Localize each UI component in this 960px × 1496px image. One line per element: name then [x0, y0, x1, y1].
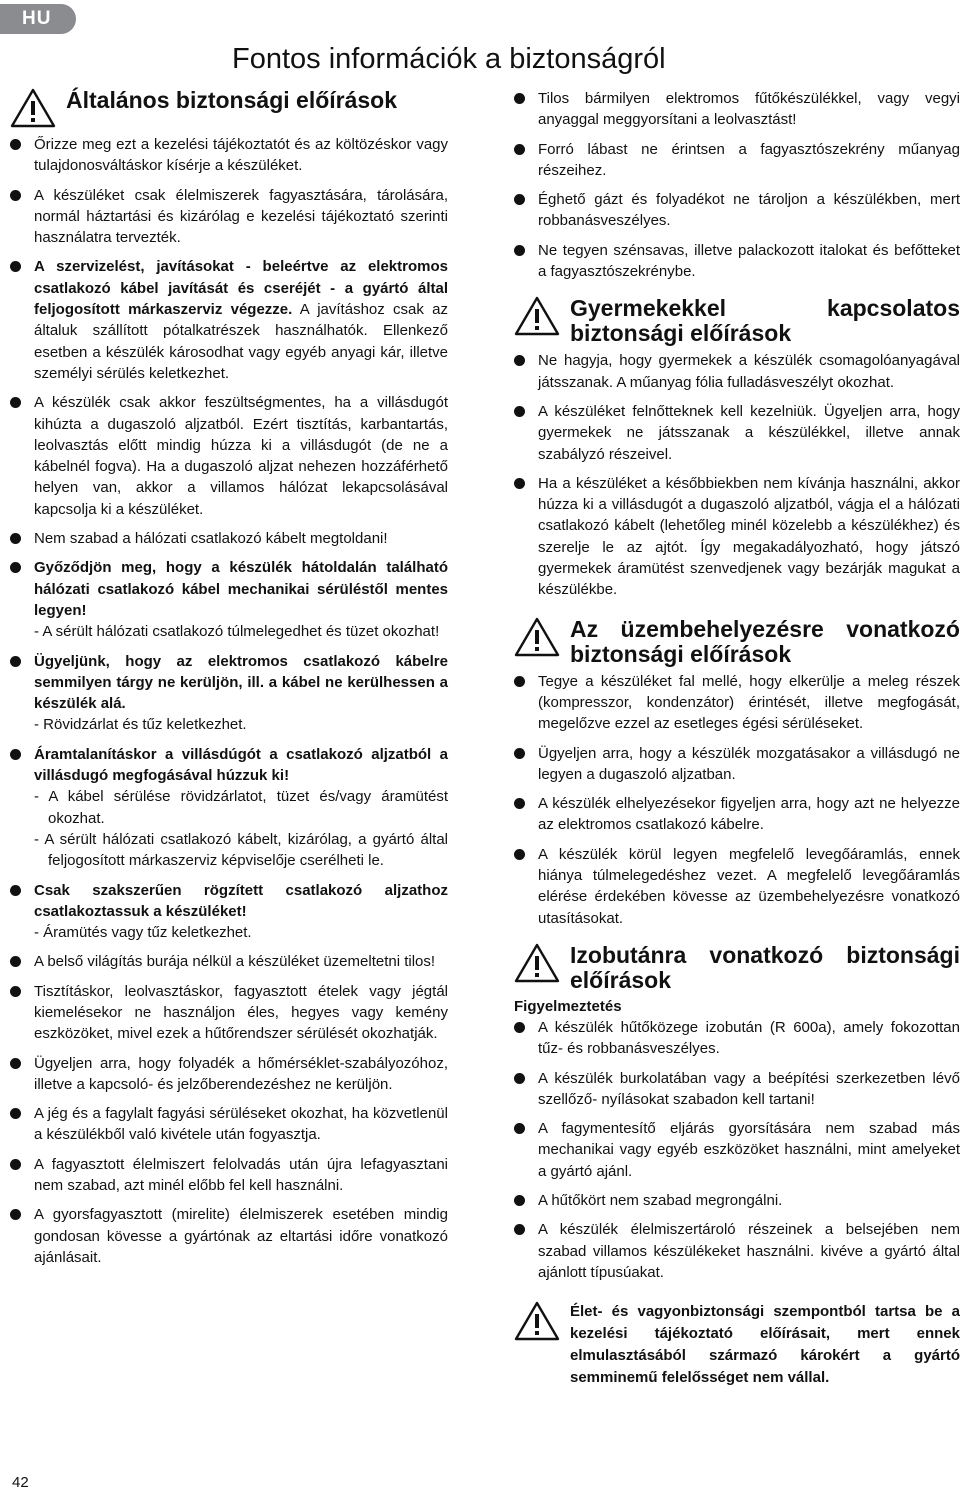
list-item: Tilos bármilyen elektromos fűtőkészülékkel, vagy vegyi anyaggal meggyorsítani a leolvasztást! [514, 88, 960, 131]
item-consequence: - A kábel sérülése rövidzárlatot, tüzet és/vagy áramütést okozhat. [34, 788, 448, 827]
page-number: 42 [12, 1474, 29, 1491]
left-column [10, 88, 448, 1276]
item-consequence: - Áramütés vagy tűz keletkezhet. [34, 924, 252, 942]
general-section-header [10, 88, 448, 130]
warning-triangle-icon [10, 88, 58, 130]
list-item: A készülék körül legyen megfelelő levegőáramlás, ennek hiánya túlmelegedéshez vezet. A megfelelő levegőáramlás elérése érdekében kövesse az üzembehelyezésre vonatkozó utasításokat. [514, 844, 960, 929]
list-item: Ne tegyen szénsavas, illetve palackozott italokat és befőtteket a fagyasztószekrénybe. [514, 240, 960, 283]
list-item [10, 557, 448, 642]
list-item: Ha a készüléket a későbbiekben nem kívánja használni, akkor húzza ki a villásdugót a dugaszoló aljzatból, vágja el a hálózati csatlakozó kábelt (lehetőleg minél közelebb a készülékhez) és szerelje le az ajtót. Így megakadályozható, hogy játszó gyermekek áramütést szenvedjenek vagy bezárják magukat a készülékbe. [514, 473, 960, 601]
list-item: Ügyeljen arra, hogy a készülék mozgatásakor a villásdugó ne legyen a dugaszoló aljzatban. [514, 743, 960, 786]
list-item: A hűtőkört nem szabad megrongálni. [514, 1190, 960, 1211]
isobutane-section-header [514, 943, 960, 993]
item-emphasis: Győződjön meg, hogy a készülék hátoldalán található hálózati csatlakozó kábel mechanikai sérüléstől mentes legyen! [34, 559, 448, 619]
item-consequence: - A sérült hálózati csatlakozó túlmelegedhet és tüzet okozhat! [34, 623, 440, 641]
list-item [10, 744, 448, 872]
list-item: A fagyasztott élelmiszert felolvadás után újra lefagyasztani nem szabad, azt minél előbb fel kell használni. [10, 1154, 448, 1197]
list-item: Tisztításkor, leolvasztáskor, fagyasztott ételek vagy jégtál kiemelésekor ne használjon éles, hegyes vagy kemény eszközöket, mivel ezek a hűtőrendszer sérülését okozhatják. [10, 981, 448, 1045]
list-item [10, 880, 448, 944]
item-emphasis: Csak szakszerűen rögzített csatlakozó aljzathoz csatlakoztassuk a készüléket! [34, 881, 448, 920]
list-item: Éghető gázt és folyadékot ne tároljon a készülékben, mert robbanásveszélyes. [514, 189, 960, 232]
children-section-header [514, 296, 960, 346]
list-item: Tegye a készüléket fal mellé, hogy elkerülje a meleg részek (kompresszor, kondenzátor) érintését, illetve megfogását, megelőzve ezzel az esetleges égési sérüléseket. [514, 671, 960, 735]
isobutane-section-heading: Izobutánra vonatkozó biztonsági előírások [570, 941, 960, 993]
children-section-heading: Gyermekekkel kapcsolatos biztonsági előírások [570, 295, 960, 347]
list-item: A készülék csak akkor feszültségmentes, ha a villásdugót kihúzta a dugaszoló aljzatból. Ezért tisztítás, karbantartás, leolvasztás előtt mindig húzza ki a villásdugót (de ne a kábelnél fogva). Ha a dugaszoló aljzat nehezen hozzáférhető helyen van, akkor a villamos hálózat lekapcsolásával kapcsolja ki a készüléket. [10, 392, 448, 520]
item-emphasis: Ügyeljünk, hogy az elektromos csatlakozó kábelre semmilyen tárgy ne kerüljön, ill. a kábel ne kerülhessen a készülék alá. [34, 652, 448, 713]
installation-section-header [514, 617, 960, 667]
children-safety-list [514, 350, 960, 600]
isobutane-safety-list [514, 1017, 960, 1283]
item-consequence: - A sérült hálózati csatlakozó kábelt, kizárólag, a gyártó által feljogosított márkaszerviz képviselője cserélheti le. [34, 830, 448, 870]
list-item [10, 651, 448, 736]
item-consequence: - Rövidzárlat és tűz keletkezhet. [34, 716, 247, 734]
language-badge: HU [0, 4, 76, 34]
general-safety-list [10, 134, 448, 1268]
warning-triangle-icon [514, 296, 562, 338]
list-item: A készüléket csak élelmiszerek fagyasztására, tárolására, normál háztartási és kizárólag e kezelési tájékoztató szerinti használatra tervezték. [10, 185, 448, 249]
page-title: Fontos információk a biztonságról [232, 43, 666, 75]
list-item: A jég és a fagylalt fagyási sérüléseket okozhat, ha közvetlenül a készülékből való kivétele után fogyasztja. [10, 1103, 448, 1146]
right-column [514, 88, 960, 1389]
list-item [10, 256, 448, 384]
general-section-heading: Általános biztonsági előírások [66, 87, 398, 113]
item-text: A javításhoz csak az általuk szállított pótalkatrészek használhatók. Ellenkező esetben a készülék károsodhat vagy egyéb anyagi kár, illetve személyi sérülés keletkezhet. [34, 301, 448, 382]
installation-section-heading: Az üzembehelyezésre vonatkozó biztonsági előírások [570, 615, 960, 667]
list-item: Nem szabad a hálózati csatlakozó kábelt megtoldani! [10, 528, 448, 549]
list-item: A fagymentesítő eljárás gyorsítására nem szabad más mechanikai vagy egyéb eszközöket használni, mint amelyeket a gyártó ajánl. [514, 1118, 960, 1182]
closing-notice-text: Élet- és vagyonbiztonsági szempontból tartsa be a kezelési tájékoztató előírásait, mert ennek elmulasztásából származó károkért a gyártó semminemű felelősséget nem vállal. [570, 1303, 960, 1387]
warning-triangle-icon [514, 617, 562, 659]
warning-triangle-icon [514, 943, 562, 985]
list-item: Forró lábast ne érintsen a fagyasztószekrény műanyag részeihez. [514, 139, 960, 182]
list-item: A belső világítás burája nélkül a készüléket üzemeltetni tilos! [10, 951, 448, 972]
list-item: Ügyeljen arra, hogy folyadék a hőmérséklet-szabályozóhoz, illetve a kapcsoló- és jelzőberendezéshez ne kerüljön. [10, 1053, 448, 1096]
list-item: Ne hagyja, hogy gyermekek a készülék csomagolóanyagával játsszanak. A műanyag fólia fulladásveszélyt okozhat. [514, 350, 960, 393]
list-item: Őrizze meg ezt a kezelési tájékoztatót és az költözéskor vagy tulajdonosváltáskor kísérje a készüléket. [10, 134, 448, 177]
warning-subheading: Figyelmeztetés [514, 997, 622, 1015]
list-item: A készülék hűtőközege izobután (R 600a), amely fokozottan tűz- és robbanásveszélyes. [514, 1017, 960, 1060]
defrost-safety-list [514, 88, 960, 282]
list-item: A készülék elhelyezésekor figyeljen arra, hogy azt ne helyezze az elektromos csatlakozó kábelre. [514, 793, 960, 836]
list-item: A készülék burkolatában vagy a beépítési szerkezetben lévő szellőző- nyílásokat szabadon kell tartani! [514, 1068, 960, 1111]
item-emphasis: A szervizelést, javításokat - beleértve az elektromos csatlakozó kábel javítását és cseréjét - a gyártó által feljogosított márkaszerviz végezze. [34, 258, 448, 319]
installation-safety-list [514, 671, 960, 929]
warning-triangle-icon [514, 1301, 562, 1341]
list-item: A gyorsfagyasztott (mirelite) élelmiszerek esetében mindig gondosan kövesse a gyártónak az eltartási időre vonatkozó ajánlásait. [10, 1204, 448, 1268]
list-item: A készülék élelmiszertároló részeinek a belsejében nem szabad villamos készülékeket használni. kivéve a gyártó által ajánlott típusúakat. [514, 1219, 960, 1283]
closing-notice [514, 1301, 960, 1389]
item-emphasis: Áramtalanításkor a villásdúgót a csatlakozó aljzatból a villásdugó megfogásával húzzuk ki! [34, 745, 448, 785]
list-item: A készüléket felnőtteknek kell kezelniük. Ügyeljen arra, hogy gyermekek ne játsszanak a készülékkel, illetve annak szabályzó részeivel. [514, 401, 960, 465]
